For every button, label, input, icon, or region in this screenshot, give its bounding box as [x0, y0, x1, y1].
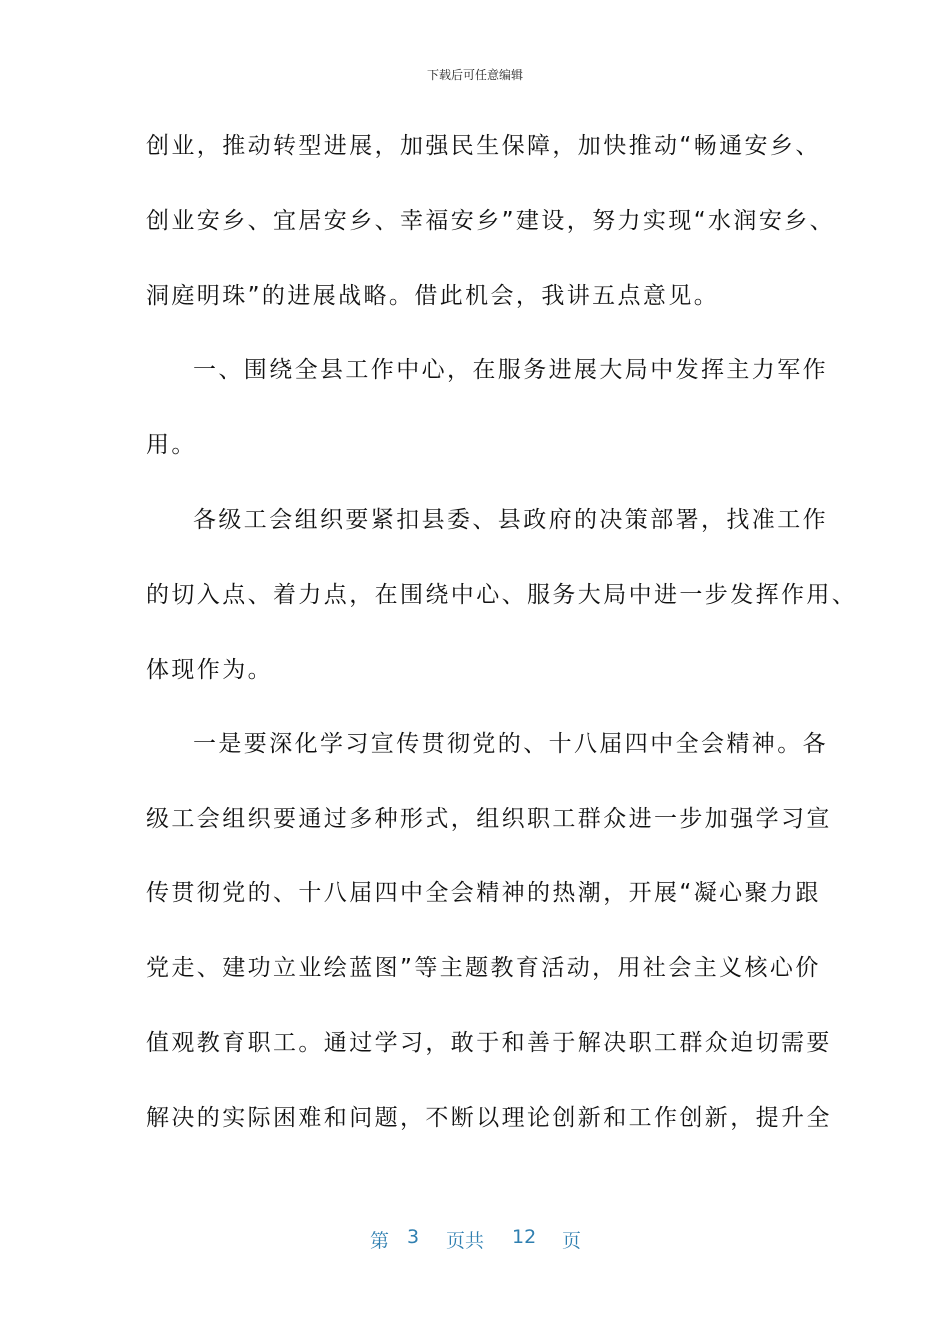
text-line: 的切入点、着力点，在围绕中心、服务大局中进一步发挥作用、 — [146, 582, 858, 608]
text-line: 值观教育职工。通过学习，敢于和善于解决职工群众迫切需要 — [146, 1030, 832, 1056]
footer-total-pages: 12 — [512, 1226, 537, 1248]
text-line: 解决的实际困难和问题，不断以理论创新和工作创新，提升全 — [146, 1105, 832, 1131]
text-line: 级工会组织要通过多种形式，组织职工群众进一步加强学习宣 — [146, 806, 832, 832]
text-line: 体现作为。 — [146, 657, 273, 683]
text-line: 一是要深化学习宣传贯彻党的、十八届四中全会精神。各 — [193, 731, 828, 757]
footer-page-label: 第 — [370, 1230, 390, 1252]
footer-page-number: 3 — [407, 1226, 420, 1248]
text-line: 各级工会组织要紧扣县委、县政府的决策部署，找准工作 — [193, 507, 828, 533]
section-heading-line: 一、围绕全县工作中心，在服务进展大局中发挥主力军作 — [193, 357, 828, 383]
text-line: 传贯彻党的、十八届四中全会精神的热潮，开展“凝心聚力跟 — [146, 880, 821, 906]
text-line: 党走、建功立业绘蓝图”等主题教育活动，用社会主义核心价 — [146, 955, 821, 981]
page-footer — [0, 1226, 950, 1254]
footer-mid-label: 页共 — [446, 1230, 485, 1252]
text-line: 创业安乡、宜居安乡、幸福安乡”建设，努力实现“水润安乡、 — [146, 208, 836, 234]
footer-end-label: 页 — [562, 1230, 582, 1252]
text-line: 洞庭明珠”的进展战略。借此机会，我讲五点意见。 — [146, 283, 720, 309]
page-header-note: 下载后可任意编辑 — [426, 68, 523, 82]
section-heading-line: 用。 — [146, 432, 197, 458]
text-line: 创业，推动转型进展，加强民生保障，加快推动“畅通安乡、 — [146, 133, 821, 159]
